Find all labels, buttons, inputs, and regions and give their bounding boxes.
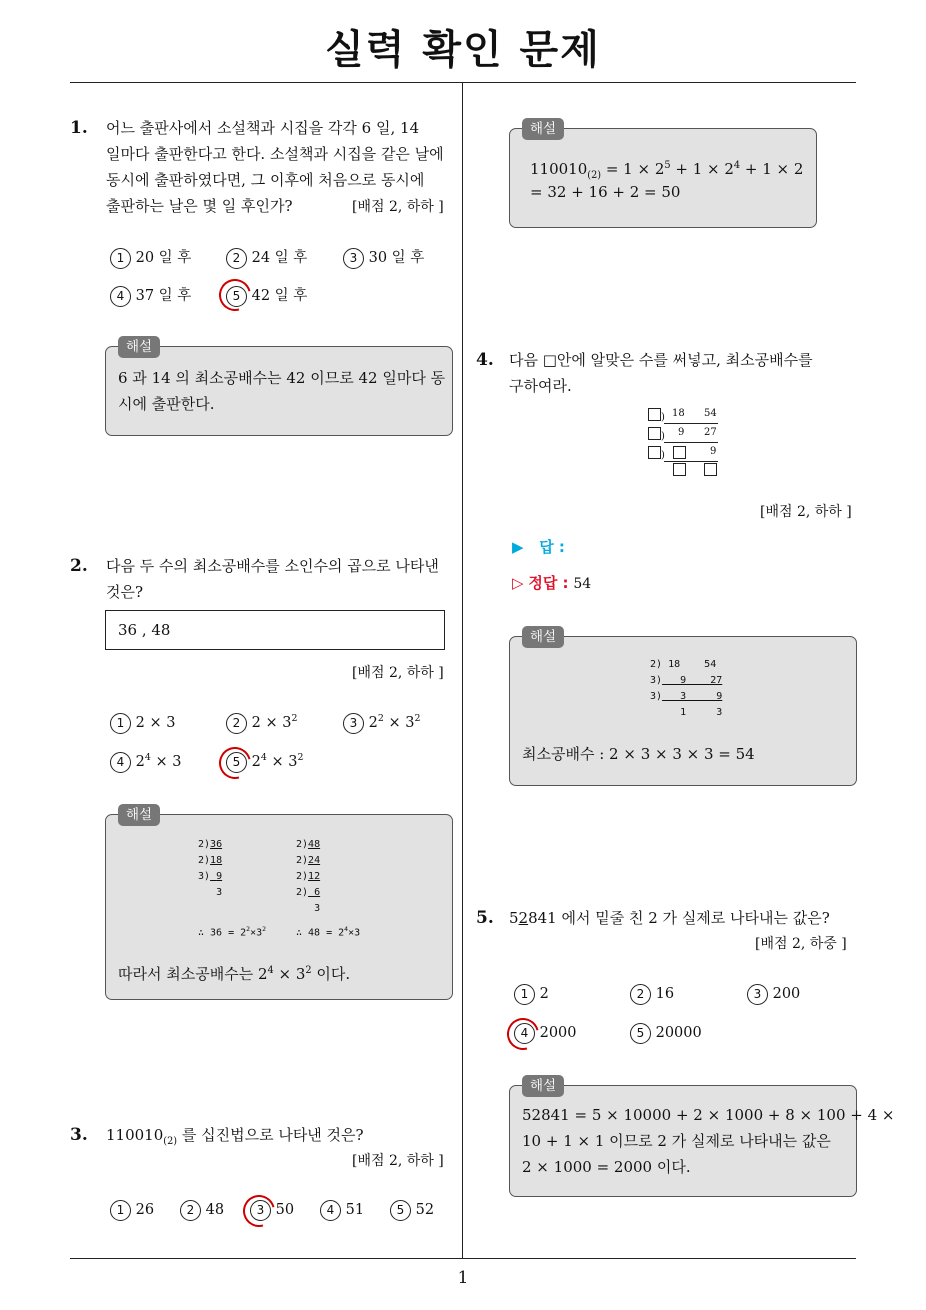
q1-text-line: 동시에 출판하였다면, 그 이후에 처음으로 동시에 [106, 171, 425, 189]
q3-number: 3. [70, 1125, 88, 1145]
circled-1-icon: 1 [110, 713, 131, 734]
ladder-value: 48 [308, 839, 321, 850]
q5-text [509, 905, 830, 931]
q5-option-5[interactable] [630, 1023, 702, 1044]
column-divider [462, 82, 463, 1259]
option-label: 26 [135, 1202, 155, 1218]
q3-option-2[interactable] [180, 1200, 224, 1221]
blank-box-icon [648, 408, 661, 421]
option-label: 37 일 후 [135, 288, 192, 304]
answer-mark-icon [213, 273, 257, 317]
ladder-divisor: 3) [198, 871, 211, 882]
ladder-value: 18 [210, 855, 223, 866]
q4-text-line: 구하여라. [509, 377, 572, 395]
ladder-divisor: 2) [296, 887, 309, 898]
answer-mark-icon [213, 741, 257, 785]
ladder-value: 3 [314, 903, 321, 914]
ladder-value: 9 [216, 871, 223, 882]
q1-option-2[interactable] [226, 246, 307, 269]
q3-solution-line-2: = 32 + 16 + 2 = 50 [530, 183, 681, 201]
play-triangle-icon: ▶ [512, 538, 524, 556]
q2-given-box [105, 610, 445, 650]
q1-text-line: 어느 출판사에서 소설책과 시집을 각각 6 일, 14 [106, 119, 420, 137]
answer-mark-icon [501, 1012, 545, 1056]
q2-text [106, 553, 439, 605]
q2-ladder-48 [296, 837, 320, 917]
page-title: 실력 확인 문제 [325, 27, 601, 73]
q4-correct-row [512, 572, 591, 593]
circled-1-icon: 1 [110, 1200, 131, 1221]
q1-points: [배점 2, 하하 ] [352, 199, 444, 215]
circled-4-icon: 4 [110, 286, 131, 307]
option-label: 42 일 후 [251, 288, 308, 304]
q4-text [509, 347, 813, 399]
q4-points: [배점 2, 하하 ] [760, 504, 852, 520]
q4-ladder-figure: ) 18 54 ) 9 27 ) 9 [648, 406, 720, 476]
q2-solution-box [105, 814, 453, 1000]
ladder-value: 12 [308, 871, 321, 882]
option-label: 52 [415, 1202, 435, 1218]
q1-solution-tag: 해설 [118, 336, 160, 358]
q2-result-36: ∴ $36 = 2^2\times 3^2$ [198, 925, 267, 939]
top-rule [70, 82, 856, 83]
circled-3-icon: 3 [343, 248, 364, 269]
ladder-value: 6 [314, 887, 321, 898]
q3-option-1[interactable] [110, 1200, 154, 1221]
ladder-divisor: 2) [198, 839, 211, 850]
circled-4-icon: 4 [514, 1023, 535, 1044]
q5-option-1[interactable] [514, 984, 549, 1005]
q1-option-4[interactable] [110, 284, 191, 307]
ladder-divisor: 2) [296, 839, 309, 850]
q5-solution-text [522, 1102, 894, 1180]
solution-line: 시에 출판한다. [118, 395, 215, 413]
q4-number: 4. [476, 350, 494, 370]
q1-solution-box [105, 346, 453, 436]
q3-option-5[interactable] [390, 1200, 434, 1221]
correct-label: 정답 : [528, 574, 569, 592]
circled-3-icon: 3 [747, 984, 768, 1005]
circled-5-icon: 5 [390, 1200, 411, 1221]
option-label: 24 일 후 [251, 250, 308, 266]
solution-line: 10 + 1 × 1 이므로 2 가 실제로 나타내는 값은 [522, 1132, 831, 1150]
option-label: 51 [345, 1202, 365, 1218]
q5-rest: 841 에서 밑줄 친 2 가 실제로 나타내는 값은? [528, 909, 830, 927]
q2-option-4[interactable]: 4 $2^4 \times 3$ [110, 752, 181, 773]
circled-3-icon: 3 [250, 1200, 271, 1221]
q2-option-1[interactable]: 1 2 × 3 [110, 713, 175, 734]
page-number: 1 [457, 1268, 469, 1288]
circled-3-icon: 3 [343, 713, 364, 734]
solution-line: 6 과 14 의 최소공배수는 42 이므로 42 일마다 동 [118, 369, 446, 387]
answer-mark-icon [237, 1189, 281, 1233]
q2-solution-text: 따라서 최소공배수는 $2^4 \times 3^2$ 이다. [118, 965, 351, 983]
option-label: 200 [772, 986, 801, 1002]
q5-option-2[interactable] [630, 984, 674, 1005]
circled-4-icon: 4 [110, 752, 131, 773]
q4-solution-box [509, 636, 857, 786]
q4-solution-ladder: 2) 18 54 3) 9 27 3) 3 9 1 3 [650, 659, 723, 718]
option-label: 16 [655, 986, 675, 1002]
option-label: 2 [539, 986, 549, 1002]
q2-text-line: 것은? [106, 583, 144, 601]
q3-base: 110010 [106, 1126, 164, 1144]
option-label: 48 [205, 1202, 225, 1218]
q2-option-5[interactable]: 5 $2^4 \times 3^2$ [226, 752, 303, 773]
solution-line: 52841 = 5 × 10000 + 2 × 1000 + 8 × 100 + 4 × [522, 1106, 895, 1124]
q3-rest: 를 십진법으로 나타낸 것은? [177, 1126, 364, 1144]
ladder-divisor: 2) [296, 871, 309, 882]
q1-option-3[interactable] [343, 246, 424, 269]
option-label: 2000 [539, 1025, 577, 1041]
q2-number: 2. [70, 556, 88, 576]
option-label: 20 일 후 [135, 250, 192, 266]
circled-2-icon: 2 [630, 984, 651, 1005]
blank-box-icon [704, 463, 717, 476]
q5-digit: 5 [509, 909, 519, 927]
q5-option-3[interactable] [747, 984, 800, 1005]
q4-solution-tag: 해설 [522, 626, 564, 648]
option-label: 30 일 후 [368, 250, 425, 266]
q5-solution-box [509, 1085, 895, 1197]
blank-box-icon [648, 427, 661, 440]
circled-5-icon: 5 [630, 1023, 651, 1044]
q5-underlined-digit: 2 [518, 909, 529, 927]
q1-solution-text [118, 365, 445, 417]
q1-text-line: 일마다 출판한다고 한다. 소설책과 시집을 같은 날에 [106, 145, 444, 163]
circled-2-icon: 2 [180, 1200, 201, 1221]
result-text: ∴ 36 = 2 [198, 927, 247, 939]
q2-result-48: ∴ $48 = 2^4\times 3$ [296, 925, 361, 939]
correct-value: 54 [573, 576, 592, 592]
option-label: 50 [275, 1202, 295, 1218]
q2-option-2[interactable]: 2 $2 \times 3^2$ [226, 713, 297, 734]
q3-text [106, 1122, 364, 1155]
q3-subscript: (2) [163, 1136, 178, 1147]
q3-solution-line-1: $110010_{(2)} = 1 \times 2^5 + 1 \times 2^4 + 1 \times 2$ [530, 160, 804, 181]
circled-2-icon: 2 [226, 713, 247, 734]
ladder-divisor: 2) [296, 855, 309, 866]
blank-box-icon [648, 446, 661, 459]
circled-1-icon: 1 [514, 984, 535, 1005]
q3-solution-tag: 해설 [522, 118, 564, 140]
q3-solution-box [509, 128, 817, 228]
result-text: ∴ 48 = 2 [296, 927, 345, 939]
option-label: 20000 [655, 1025, 702, 1041]
circled-5-icon: 5 [226, 752, 247, 773]
circled-2-icon: 2 [226, 248, 247, 269]
q2-ladder-36 [198, 837, 222, 901]
q2-option-3[interactable]: 3 $2^2 \times 3^2$ [343, 713, 420, 734]
circled-5-icon: 5 [226, 286, 247, 307]
ladder-value: 24 [308, 855, 321, 866]
q3-points: [배점 2, 하하 ] [352, 1153, 444, 1169]
q1-option-1[interactable] [110, 246, 191, 269]
ladder-value: 36 [210, 839, 223, 850]
circled-4-icon: 4 [320, 1200, 341, 1221]
solution-line: 따라서 최소공배수는 [118, 965, 254, 983]
q2-solution-tag: 해설 [118, 804, 160, 826]
q2-given-numbers: 36 , 48 [118, 621, 171, 639]
blank-box-icon [673, 446, 686, 459]
q3-option-4[interactable] [320, 1200, 364, 1221]
ladder-divisor: 2) [198, 855, 211, 866]
q2-points: [배점 2, 하하 ] [352, 665, 444, 681]
answer-label: 답 : [539, 538, 565, 556]
q4-text-line: 다음 □안에 알맞은 수를 써넣고, 최소공배수를 [509, 351, 813, 369]
outline-triangle-icon: ▷ [512, 574, 524, 592]
solution-line: 2 × 1000 = 2000 이다. [522, 1158, 691, 1176]
q5-points: [배점 2, 하중 ] [755, 936, 847, 952]
q5-solution-tag: 해설 [522, 1075, 564, 1097]
circled-1-icon: 1 [110, 248, 131, 269]
blank-box-icon [673, 463, 686, 476]
q4-answer-row [512, 536, 565, 557]
q4-solution-text: 최소공배수 : 2 × 3 × 3 × 3 = 54 [522, 745, 755, 763]
bottom-rule [70, 1258, 856, 1259]
ladder-value: 3 [216, 887, 223, 898]
q5-number: 5. [476, 908, 494, 928]
q1-text-line: 출판하는 날은 몇 일 후인가? [106, 197, 293, 215]
q1-number: 1. [70, 118, 88, 138]
q2-text-line: 다음 두 수의 최소공배수를 소인수의 곱으로 나타낸 [106, 557, 439, 575]
